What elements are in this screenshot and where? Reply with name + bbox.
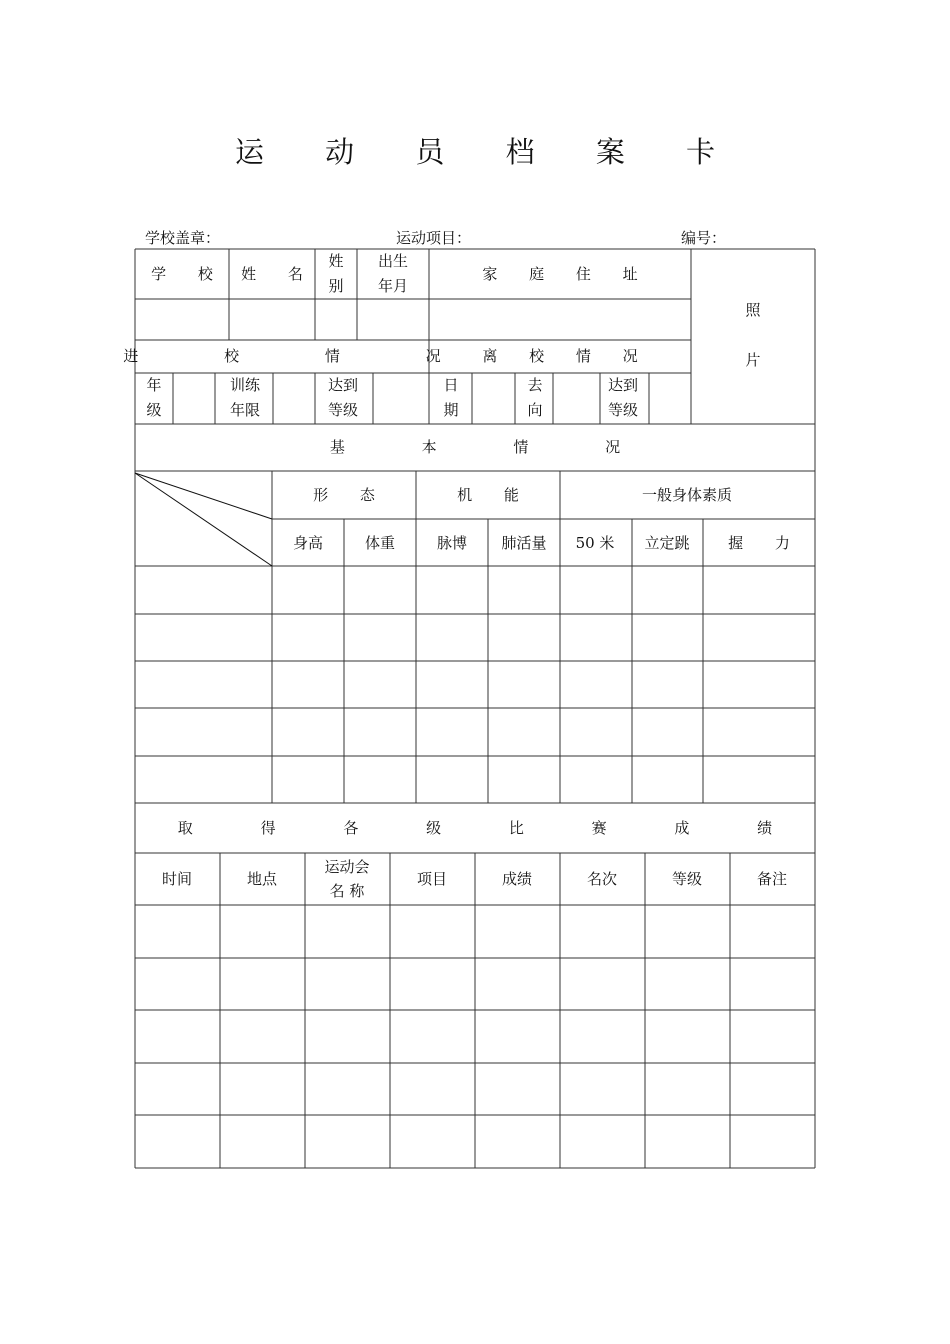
col-pulse: 脉博 [436,534,468,552]
diagonal-rule [135,473,272,519]
col-rank: 名次 [586,870,618,888]
col-level: 等级 [671,870,703,888]
birth-header: 出生年月 [378,252,409,295]
training-years-label: 训练年限 [230,376,261,419]
col-50m: 50 米 [575,534,615,552]
photo-box-label: 照片 [745,301,761,369]
physical-quality-group: 一般身体素质 [641,486,733,504]
diagonal-rule [135,473,272,566]
leave-school-header: 离 校 情 况 [482,347,652,365]
name-header: 姓 名 [241,265,317,283]
grade-label: 年级 [146,376,162,419]
col-standing-jump: 立定跳 [644,534,690,552]
col-grip: 握 力 [728,534,804,552]
page-title: 运 动 员 档 案 卡 [234,135,742,169]
col-meet-name: 运动会名 称 [324,858,370,900]
sport-item-label: 运动项目： [396,229,472,247]
col-weight: 体重 [364,534,396,552]
col-time: 时间 [161,870,193,888]
gender-header: 姓别 [328,252,344,295]
col-place: 地点 [246,870,278,888]
level-reached-label: 达到等级 [328,376,359,419]
leave-level-reached-label: 达到等级 [608,376,639,419]
school-header: 学 校 [151,265,227,283]
athlete-record-form [123,249,815,1168]
destination-label: 去向 [527,376,543,419]
enter-school-header: 进 校 情 况 [123,347,482,365]
col-height: 身高 [292,534,324,552]
results-title: 取 得 各 级 比 赛 成 绩 [177,819,804,837]
address-header: 家 庭 住 址 [482,265,652,283]
col-remarks: 备注 [756,870,788,888]
basic-situation-title: 基 本 情 况 [329,438,657,456]
col-score: 成绩 [501,870,533,888]
school-stamp-label: 学校盖章： [145,229,221,247]
function-group: 机 能 [457,486,533,504]
number-label: 编号： [681,229,727,247]
morphology-group: 形 态 [313,486,389,504]
date-label: 日期 [443,376,459,419]
col-lung-capacity: 肺活量 [501,534,547,552]
col-event: 项目 [416,870,448,888]
